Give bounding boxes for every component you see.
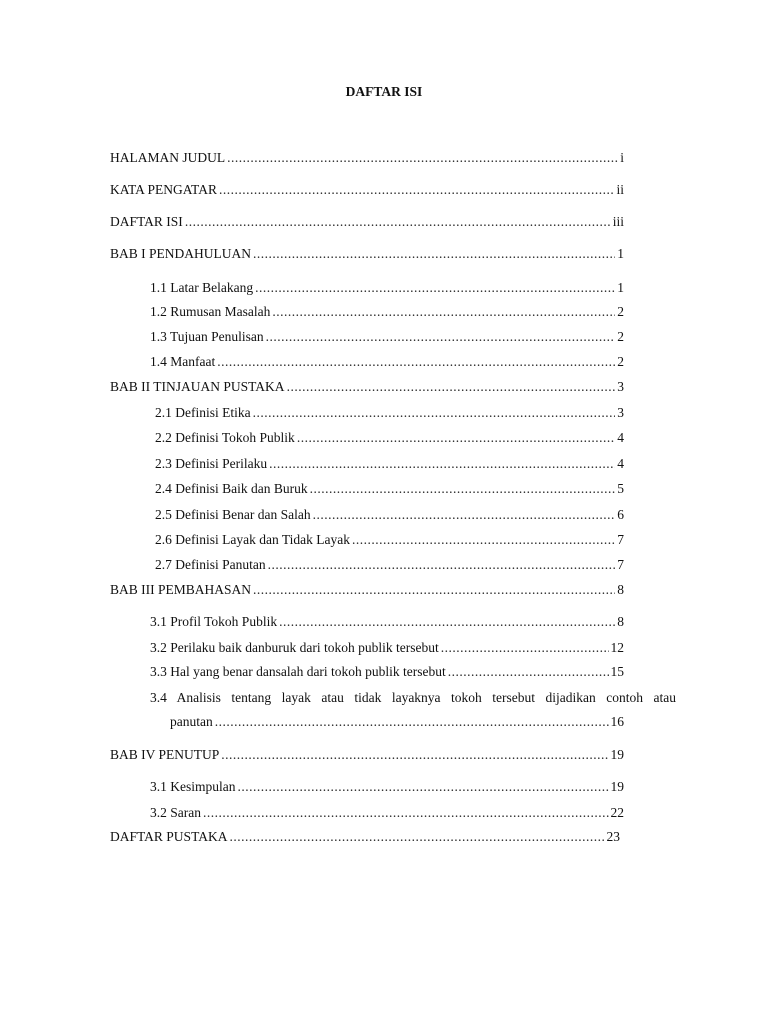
toc-entry	[155, 429, 624, 447]
toc-page: 4	[617, 430, 624, 445]
dot-leader	[272, 303, 615, 321]
dot-leader	[313, 506, 616, 524]
dot-leader	[219, 181, 615, 199]
toc-label: DAFTAR ISI	[110, 214, 183, 229]
toc-page: 7	[617, 532, 624, 547]
dot-leader	[215, 713, 609, 731]
dot-leader	[203, 804, 609, 822]
toc-entry	[110, 181, 624, 199]
dot-leader	[441, 639, 609, 657]
dot-leader	[352, 531, 615, 549]
toc-entry	[110, 746, 624, 764]
toc-page: i	[620, 150, 624, 165]
toc-entry	[110, 828, 620, 846]
toc-page: 2	[617, 304, 624, 319]
toc-page: iii	[612, 214, 624, 229]
dot-leader	[185, 213, 611, 231]
toc-wrapped-label: 3.4 Analisis tentang layak atau tidak layaknya tokoh tersebut dijadikan contoh atau	[150, 690, 676, 705]
toc-entry	[110, 213, 624, 231]
dot-leader	[253, 245, 615, 263]
toc-entry	[150, 804, 624, 822]
toc-entry	[150, 303, 624, 321]
dot-leader	[227, 149, 618, 167]
toc-entry	[150, 353, 624, 371]
toc-page: ii	[616, 182, 624, 197]
toc-page: 16	[610, 714, 624, 729]
toc-entry	[155, 506, 624, 524]
toc-label: 1.2 Rumusan Masalah	[150, 304, 271, 319]
toc-page: 1	[617, 246, 624, 261]
toc-page: 22	[610, 805, 624, 820]
dot-leader	[266, 328, 616, 346]
toc-page: 6	[617, 507, 624, 522]
toc-page: 12	[610, 640, 624, 655]
toc-label: panutan	[170, 714, 213, 729]
dot-leader	[217, 353, 615, 371]
toc-label: 1.1 Latar Belakang	[150, 280, 254, 295]
toc-entry	[110, 378, 624, 396]
toc-entry	[150, 639, 624, 657]
toc-entry	[170, 713, 624, 731]
toc-label: 2.5 Definisi Benar dan Salah	[155, 507, 311, 522]
toc-entry	[150, 663, 624, 681]
toc-label: 3.2 Saran	[150, 805, 201, 820]
toc-label: 2.2 Definisi Tokoh Publik	[155, 430, 295, 445]
toc-page: 4	[617, 456, 624, 471]
toc-entry	[155, 480, 624, 498]
toc-label: 2.7 Definisi Panutan	[155, 557, 266, 572]
dot-leader	[269, 455, 615, 473]
toc-page: 15	[610, 664, 624, 679]
dot-leader	[297, 429, 615, 447]
toc-label: BAB III PEMBAHASAN	[110, 582, 252, 597]
toc-entry	[150, 613, 624, 631]
toc-entry	[150, 778, 624, 796]
dot-leader	[238, 778, 609, 796]
toc-page: 7	[617, 557, 624, 572]
dot-leader	[310, 480, 616, 498]
toc-page: 2	[617, 354, 624, 369]
toc-label: 1.3 Tujuan Penulisan	[150, 329, 264, 344]
toc-label: 2.3 Definisi Perilaku	[155, 456, 268, 471]
toc-entry	[110, 581, 624, 599]
toc-label: 2.4 Definisi Baik dan Buruk	[155, 481, 308, 496]
dot-leader	[221, 746, 608, 764]
toc-entry	[155, 531, 624, 549]
toc-label: BAB II TINJAUAN PUSTAKA	[110, 379, 285, 394]
dot-leader	[255, 279, 615, 297]
dot-leader	[287, 378, 616, 396]
toc-label: 3.1 Kesimpulan	[150, 779, 236, 794]
toc-label: 2.6 Definisi Layak dan Tidak Layak	[155, 532, 350, 547]
toc-page: 3	[617, 405, 624, 420]
toc-entry	[155, 455, 624, 473]
dot-leader	[268, 556, 616, 574]
toc-entry	[110, 245, 624, 263]
toc-page: 19	[610, 779, 624, 794]
toc-entry	[150, 279, 624, 297]
toc-label: 1.4 Manfaat	[150, 354, 216, 369]
toc-entry	[110, 149, 624, 167]
toc-page: 8	[617, 582, 624, 597]
toc-page: 8	[617, 614, 624, 629]
toc-label: 3.1 Profil Tokoh Publik	[150, 614, 278, 629]
toc-entry	[155, 556, 624, 574]
toc-page: 23	[606, 829, 620, 844]
dot-leader	[253, 404, 616, 422]
toc-entry	[155, 404, 624, 422]
toc-label: DAFTAR PUSTAKA	[110, 829, 228, 844]
toc-label: KATA PENGATAR	[110, 182, 217, 197]
toc-entry	[150, 328, 624, 346]
toc-label: 3.3 Hal yang benar dansalah dari tokoh publik tersebut	[150, 664, 446, 679]
page-title: DAFTAR ISI	[345, 84, 423, 99]
toc-page: 5	[617, 481, 624, 496]
toc-label: 2.1 Definisi Etika	[155, 405, 251, 420]
toc-label: BAB I PENDAHULUAN	[110, 246, 251, 261]
toc-label: BAB IV PENUTUP	[110, 747, 220, 762]
toc-page: 3	[617, 379, 624, 394]
dot-leader	[253, 581, 615, 599]
toc-label: HALAMAN JUDUL	[110, 150, 226, 165]
dot-leader	[448, 663, 609, 681]
toc-page: 1	[617, 280, 624, 295]
toc-page: 2	[617, 329, 624, 344]
dot-leader	[279, 613, 615, 631]
dot-leader	[229, 828, 604, 846]
toc-label: 3.2 Perilaku baik danburuk dari tokoh publik tersebut	[150, 640, 439, 655]
toc-page: 19	[610, 747, 624, 762]
